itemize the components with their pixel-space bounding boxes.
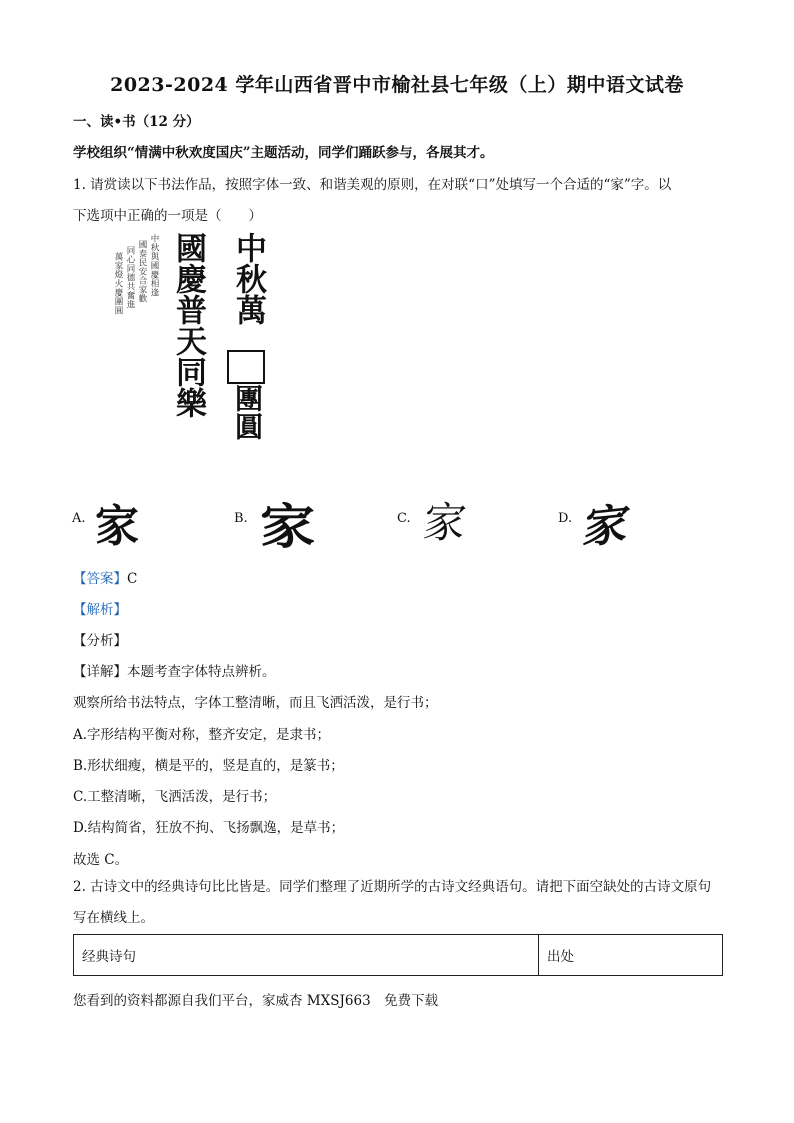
question-1-line-1: 1. 请赏读以下书法作品，按照字体一致、和谐美观的原则，在对联“口”处填写一个合适的“家”字。以 — [73, 177, 672, 193]
conclusion-line: 故选 C。 — [73, 852, 129, 868]
option-c-label: C. — [397, 511, 411, 526]
option-c-explain: C.工整清晰，飞洒活泼，是行书； — [73, 789, 277, 805]
calligraphy-artwork — [105, 232, 275, 462]
inscription-col-4: 萬家燈火慶團圓 — [113, 252, 123, 315]
detail-line — [73, 660, 276, 680]
option-a-label: A. — [72, 511, 86, 526]
option-d-explain: D.结构简省，狂放不拘、飞扬飘逸，是草书； — [73, 820, 345, 836]
fenxi-tag: 【分析】 — [73, 633, 127, 649]
table-header-poem: 经典诗句 — [74, 935, 539, 976]
question-1-line-2: 下选项中正确的一项是（ ） — [73, 208, 262, 224]
couplet-left: 國慶普天同樂 — [170, 232, 206, 418]
option-b-char: 家 — [260, 499, 316, 555]
option-b-explain: B.形状细瘦，横是平的，竖是直的，是篆书； — [73, 758, 344, 774]
option-d-char: 家 — [579, 498, 633, 555]
answer-value: C — [127, 571, 138, 587]
option-b-label: B. — [234, 511, 248, 526]
option-a-explain: A.字形结构平衡对称，整齐安定，是隶书； — [73, 727, 331, 743]
intro-text: 学校组织“情满中秋欢度国庆”主题活动，同学们踊跃参与，各展其才。 — [73, 145, 494, 161]
blank-box — [227, 350, 265, 384]
section-heading: 一、读•书（12 分） — [73, 114, 200, 130]
poem-table — [73, 934, 723, 976]
page-title: 2023-2024 学年山西省晋中市榆社县七年级（上）期中语文试卷 — [110, 74, 684, 96]
question-2-text: 2. 古诗文中的经典诗句比比皆是。同学们整理了近期所学的古诗文经典语句。请把下面空缺处的古诗文原句写在横线上。 — [73, 879, 712, 926]
observe-line: 观察所给书法特点，字体工整清晰，而且飞洒活泼，是行书； — [73, 695, 438, 711]
detail-text: 本题考查字体特点辨析。 — [127, 664, 276, 680]
option-a-char: 家 — [95, 502, 139, 551]
answer-tag: 【答案】 — [73, 571, 127, 587]
footer-note: 您看到的资料都源自我们平台，家威杏 MXSJ663 免费下载 — [73, 993, 439, 1009]
option-c-char: 家 — [420, 498, 470, 547]
detail-tag: 【详解】 — [73, 664, 127, 680]
inscription-col-2: 國泰民安合家歡 — [137, 240, 147, 303]
couplet-right-top: 中秋萬 — [230, 232, 266, 325]
inscription-col-3: 同心同德共奮進 — [125, 246, 135, 309]
answer-line — [73, 567, 137, 587]
table-row — [74, 935, 723, 976]
inscription-col-1: 中秋與國慶相逢 — [149, 234, 159, 297]
table-header-source: 出处 — [539, 935, 723, 976]
analysis-tag: 【解析】 — [73, 602, 127, 618]
couplet-right-bottom: 團圓 — [231, 384, 264, 440]
option-d-label: D. — [558, 511, 573, 526]
